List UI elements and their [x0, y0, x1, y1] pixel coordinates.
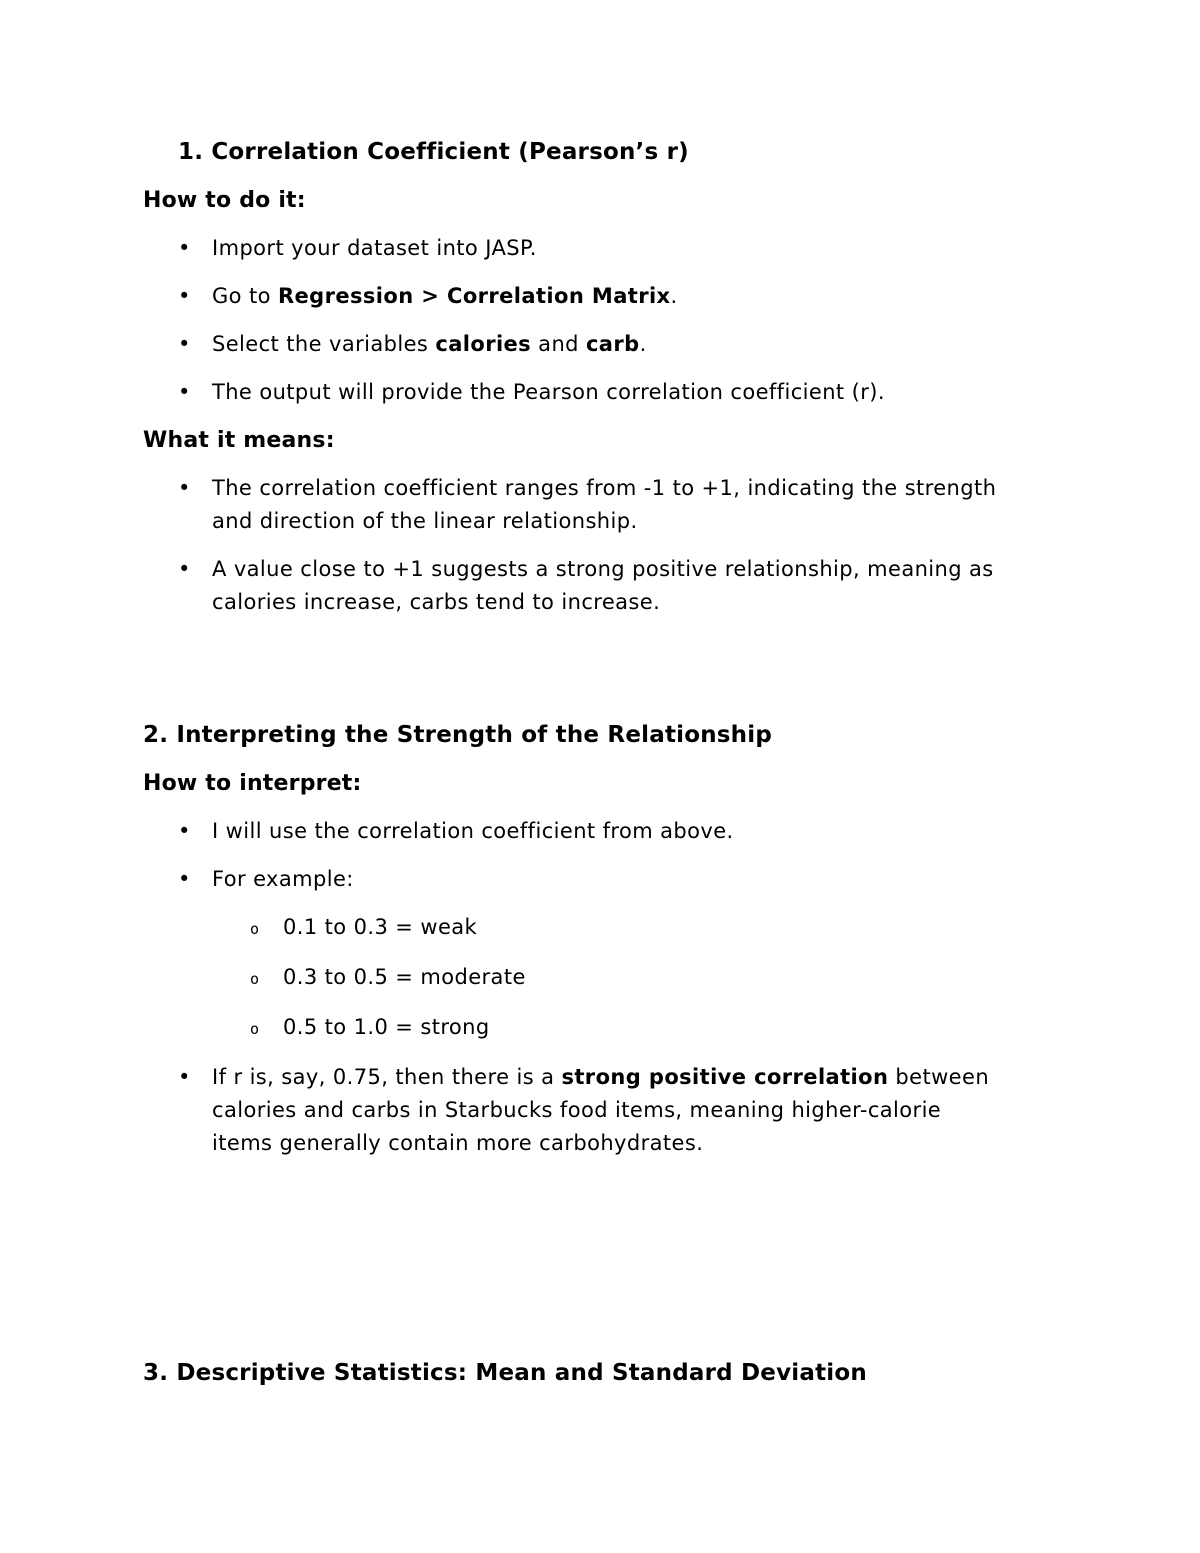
- list-item-text: [212, 232, 1080, 265]
- bold-text-segment: strong positive correlation: [561, 1065, 889, 1089]
- text-segment: 0.1 to 0.3 = weak: [283, 915, 478, 939]
- list-item-text: [212, 815, 1080, 848]
- list-item: [143, 1061, 1080, 1160]
- bullet-icon: •: [178, 332, 191, 356]
- how-to-do-it-heading: How to do it:: [143, 188, 306, 213]
- section-3-heading: 3. Descriptive Statistics: Mean and Standard Deviation: [143, 1360, 867, 1386]
- bold-text-segment: Regression > Correlation Matrix: [277, 284, 671, 308]
- bold-text-segment: carb: [585, 332, 640, 356]
- list-item: [143, 328, 1080, 361]
- sub-list-item: [143, 911, 1080, 946]
- list-item: [143, 815, 1080, 848]
- text-segment: Go to: [212, 284, 278, 308]
- text-line: and direction of the linear relationship.: [212, 509, 638, 533]
- list-item: [143, 280, 1080, 313]
- text-line: The correlation coefficient ranges from -1 to +1, indicating the strength: [212, 476, 997, 500]
- bullet-icon: •: [178, 1065, 191, 1089]
- bullet-icon: •: [178, 819, 191, 843]
- text-segment: Import your dataset into JASP.: [212, 236, 537, 260]
- list-item-text: [283, 911, 1080, 944]
- how-to-interpret-heading: How to interpret:: [143, 771, 362, 796]
- list-item-text: [283, 961, 1080, 994]
- list-item: [143, 232, 1080, 265]
- text-segment: The output will provide the Pearson correlation coefficient (r).: [212, 380, 885, 404]
- section-2-heading: 2. Interpreting the Strength of the Relationship: [143, 722, 773, 748]
- section-1-heading: 1. Correlation Coefficient (Pearson’s r): [178, 139, 689, 165]
- text-segment: If r is, say, 0.75, then there is a: [212, 1065, 562, 1089]
- text-segment: 0.5 to 1.0 = strong: [283, 1015, 490, 1039]
- text-segment: and: [531, 332, 586, 356]
- text-segment: items generally contain more carbohydrates.: [212, 1131, 704, 1155]
- text-segment: For example:: [212, 867, 354, 891]
- list-item: [143, 863, 1080, 896]
- text-line: [212, 1094, 1080, 1127]
- bullet-icon: •: [178, 236, 191, 260]
- text-segment: I will use the correlation coefficient from above.: [212, 819, 734, 843]
- list-item-text: [212, 472, 1080, 538]
- sub-list-item: [143, 961, 1080, 996]
- list-item-text: [212, 376, 1080, 409]
- sub-list-item: [143, 1011, 1080, 1046]
- text-segment: Select the variables: [212, 332, 436, 356]
- bullet-icon: •: [178, 476, 191, 500]
- list-item-text: [283, 1011, 1080, 1044]
- text-segment: .: [639, 332, 647, 356]
- text-segment: between: [888, 1065, 990, 1089]
- text-line: calories increase, carbs tend to increase.: [212, 590, 661, 614]
- bullet-icon: •: [178, 380, 191, 404]
- list-item-text: [212, 280, 1080, 313]
- what-it-means-heading: What it means:: [143, 428, 335, 453]
- list-item: [143, 376, 1080, 409]
- bullet-icon: •: [178, 284, 191, 308]
- bold-text-segment: calories: [435, 332, 532, 356]
- list-item: [143, 472, 1080, 538]
- sub-bullet-icon: o: [250, 920, 260, 938]
- text-line: [212, 1061, 1080, 1094]
- text-line: A value close to +1 suggests a strong positive relationship, meaning as: [212, 557, 994, 581]
- list-item-text: [212, 328, 1080, 361]
- list-item-text: [212, 863, 1080, 896]
- list-item-text: [212, 1061, 1080, 1160]
- text-segment: .: [670, 284, 678, 308]
- sub-bullet-icon: o: [250, 970, 260, 988]
- list-item-text: [212, 553, 1080, 619]
- list-item: [143, 553, 1080, 619]
- text-segment: 0.3 to 0.5 = moderate: [283, 965, 526, 989]
- text-line: [212, 1127, 1080, 1160]
- bullet-icon: •: [178, 557, 191, 581]
- text-segment: calories and carbs in Starbucks food items, meaning higher-calorie: [212, 1098, 942, 1122]
- bullet-icon: •: [178, 867, 191, 891]
- sub-bullet-icon: o: [250, 1020, 260, 1038]
